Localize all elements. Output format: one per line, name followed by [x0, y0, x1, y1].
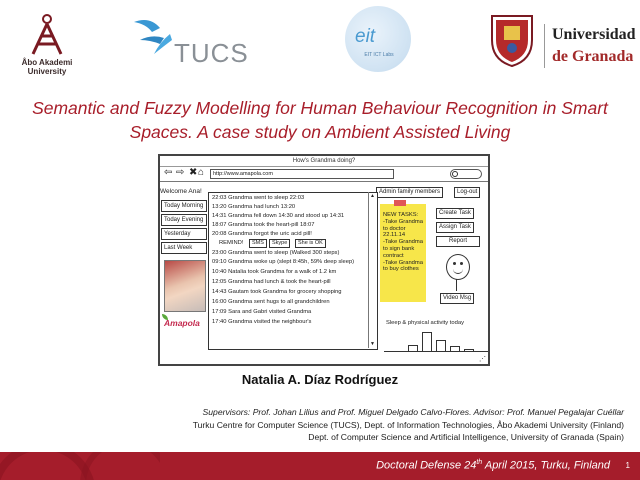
nav-last-week[interactable]: Last Week — [161, 242, 207, 254]
task-item: -Take Grandma to doctor — [383, 218, 423, 232]
affiliation-line-2: Dept. of Computer Science and Artificial Intelligence, University of Granada (Spain) — [308, 432, 624, 442]
activity-bar — [422, 332, 432, 352]
eit-logo — [345, 6, 411, 72]
resize-handle-icon[interactable]: ⋰ — [479, 356, 486, 363]
tucs-swirl-icon — [130, 12, 180, 62]
supervisors-line: Supervisors: Prof. Johan Lilius and Prof. Miguel Delgado Calvo-Flores. Advisor: Prof. Manuel Pegalajar Cuéllar — [202, 407, 624, 417]
time-filter-nav — [161, 200, 207, 256]
close-icon[interactable]: ✖ — [189, 167, 198, 178]
nav-today-evening[interactable]: Today Evening — [161, 214, 207, 226]
app-mockup-window — [158, 154, 490, 366]
remind-skype-button[interactable]: Skype — [269, 239, 290, 248]
activity-bar — [436, 340, 446, 352]
activity-bar — [464, 349, 474, 352]
activity-feed — [208, 192, 378, 350]
forward-arrow-icon[interactable]: ⇨ — [176, 167, 185, 178]
feed-item: 14:43 Gautam took Grandma for grocery shopping — [212, 289, 342, 295]
scroll-down-icon[interactable]: ▼ — [370, 341, 375, 347]
feed-scrollbar[interactable] — [368, 192, 376, 348]
feed-item: 09:10 Grandma woke up (slept 8:45h, 59% deep sleep) — [212, 259, 355, 265]
author-name: Natalia A. Díaz Rodríguez — [241, 372, 399, 387]
feed-item: 23:00 Grandma went to sleep (Walked 300 steps) — [212, 250, 340, 256]
ugr-name-line2: de Granada — [552, 48, 634, 65]
scroll-up-icon[interactable]: ▲ — [370, 193, 375, 199]
remind-label: REMIND! — [219, 240, 244, 246]
page-number: 1 — [625, 461, 630, 470]
grandma-avatar — [164, 260, 206, 312]
eit-subtitle: EIT ICT Labs — [364, 52, 394, 58]
feed-item: 12:05 Grandma had lunch & took the heart-pill — [212, 279, 331, 285]
feed-item: 22:03 Grandma went to sleep 22:03 — [212, 195, 305, 201]
feed-item: 13:20 Grandma had lunch 13:20 — [212, 204, 296, 210]
title-line2: Spaces. A case study on Ambient Assisted Living — [129, 122, 511, 142]
new-tasks-sticky-note — [380, 204, 426, 302]
ugr-logo — [484, 10, 634, 70]
activity-bar — [408, 345, 418, 352]
affiliation-line-1: Turku Centre for Computer Science (TUCS), Dept. of Information Technologies, Åbo Akademi University (Finland) — [192, 419, 624, 430]
activity-bar — [450, 346, 460, 352]
admin-family-button[interactable]: Admin family members — [376, 187, 443, 198]
footer-bar — [0, 452, 640, 480]
feed-item: 10:40 Natalia took Grandma for a walk of 1.2 km — [212, 269, 337, 275]
task-date: 22.11.14 — [383, 232, 406, 239]
abo-name-line2: University — [27, 67, 67, 76]
tasks-heading: NEW TASKS: — [383, 212, 419, 218]
report-button[interactable]: Report — [436, 236, 480, 247]
presentation-title — [10, 96, 630, 144]
abo-name-line1: Åbo Akademi — [21, 58, 73, 67]
title-line1: Semantic and Fuzzy Modelling for Human Behaviour Recognition in Smart — [32, 98, 608, 118]
home-icon[interactable]: ⌂ — [198, 167, 205, 178]
sleep-activity-label: Sleep & physical activity today — [386, 320, 464, 326]
url-input[interactable]: http://www.amapola.com — [210, 169, 394, 179]
remind-sms-button[interactable]: SMS — [249, 239, 267, 248]
feed-item: 14:31 Grandma fell down 14:30 and stood up 14:31 — [212, 213, 345, 219]
amapola-brand-logo: Amapola — [164, 318, 200, 328]
tucs-logo — [130, 12, 260, 67]
tucs-wordmark: TUCS — [174, 38, 249, 68]
pin-icon — [394, 200, 406, 206]
browser-nav-bar — [160, 166, 488, 180]
feed-item: 16:00 Grandma sent hugs to all grandchildren — [212, 299, 330, 305]
nav-today-morning[interactable]: Today Morning — [161, 200, 207, 212]
abo-crest-icon — [27, 14, 67, 58]
task-item: -Take Grandma to buy clothes — [383, 259, 423, 273]
university-seal-watermark — [0, 452, 160, 480]
welcome-label: Welcome Ana! — [160, 188, 202, 195]
nav-yesterday[interactable]: Yesterday — [161, 228, 207, 240]
feed-item: 18:07 Grandma took the heart-pill 18:07 — [212, 222, 315, 228]
mockup-window-title: How's Grandma doing? — [160, 156, 488, 167]
eit-wordmark: eit — [355, 26, 376, 47]
create-task-button[interactable]: Create Task — [436, 208, 474, 219]
feed-item: 20:08 Grandma forgot the uric acid pill! — [212, 231, 312, 237]
logout-button[interactable]: Log-out — [454, 187, 480, 198]
feed-item: 17:40 Grandma visited the neighbour's — [212, 319, 312, 325]
ugr-name-line1: Universidad — [552, 26, 636, 43]
supervisors-block — [193, 406, 624, 444]
assign-task-button[interactable]: Assign Task — [436, 222, 474, 233]
search-icon — [452, 171, 458, 177]
video-message-button[interactable]: Video Msg — [440, 293, 474, 304]
person-avatar-icon — [446, 254, 470, 280]
activity-bar-chart — [384, 326, 488, 352]
task-item: -Take Grandma to sign bank contract — [383, 239, 423, 259]
ugr-coat-of-arms-icon — [484, 10, 540, 68]
remind-she-is-ok-button[interactable]: She is OK — [295, 239, 326, 248]
defense-event-text: Doctoral Defense 24th April 2015, Turku, Finland — [376, 459, 610, 472]
feed-item: 17:09 Sara and Gabri visited Grandma — [212, 309, 312, 315]
back-arrow-icon[interactable]: ⇦ — [164, 167, 173, 178]
abo-akademi-logo — [12, 14, 82, 76]
